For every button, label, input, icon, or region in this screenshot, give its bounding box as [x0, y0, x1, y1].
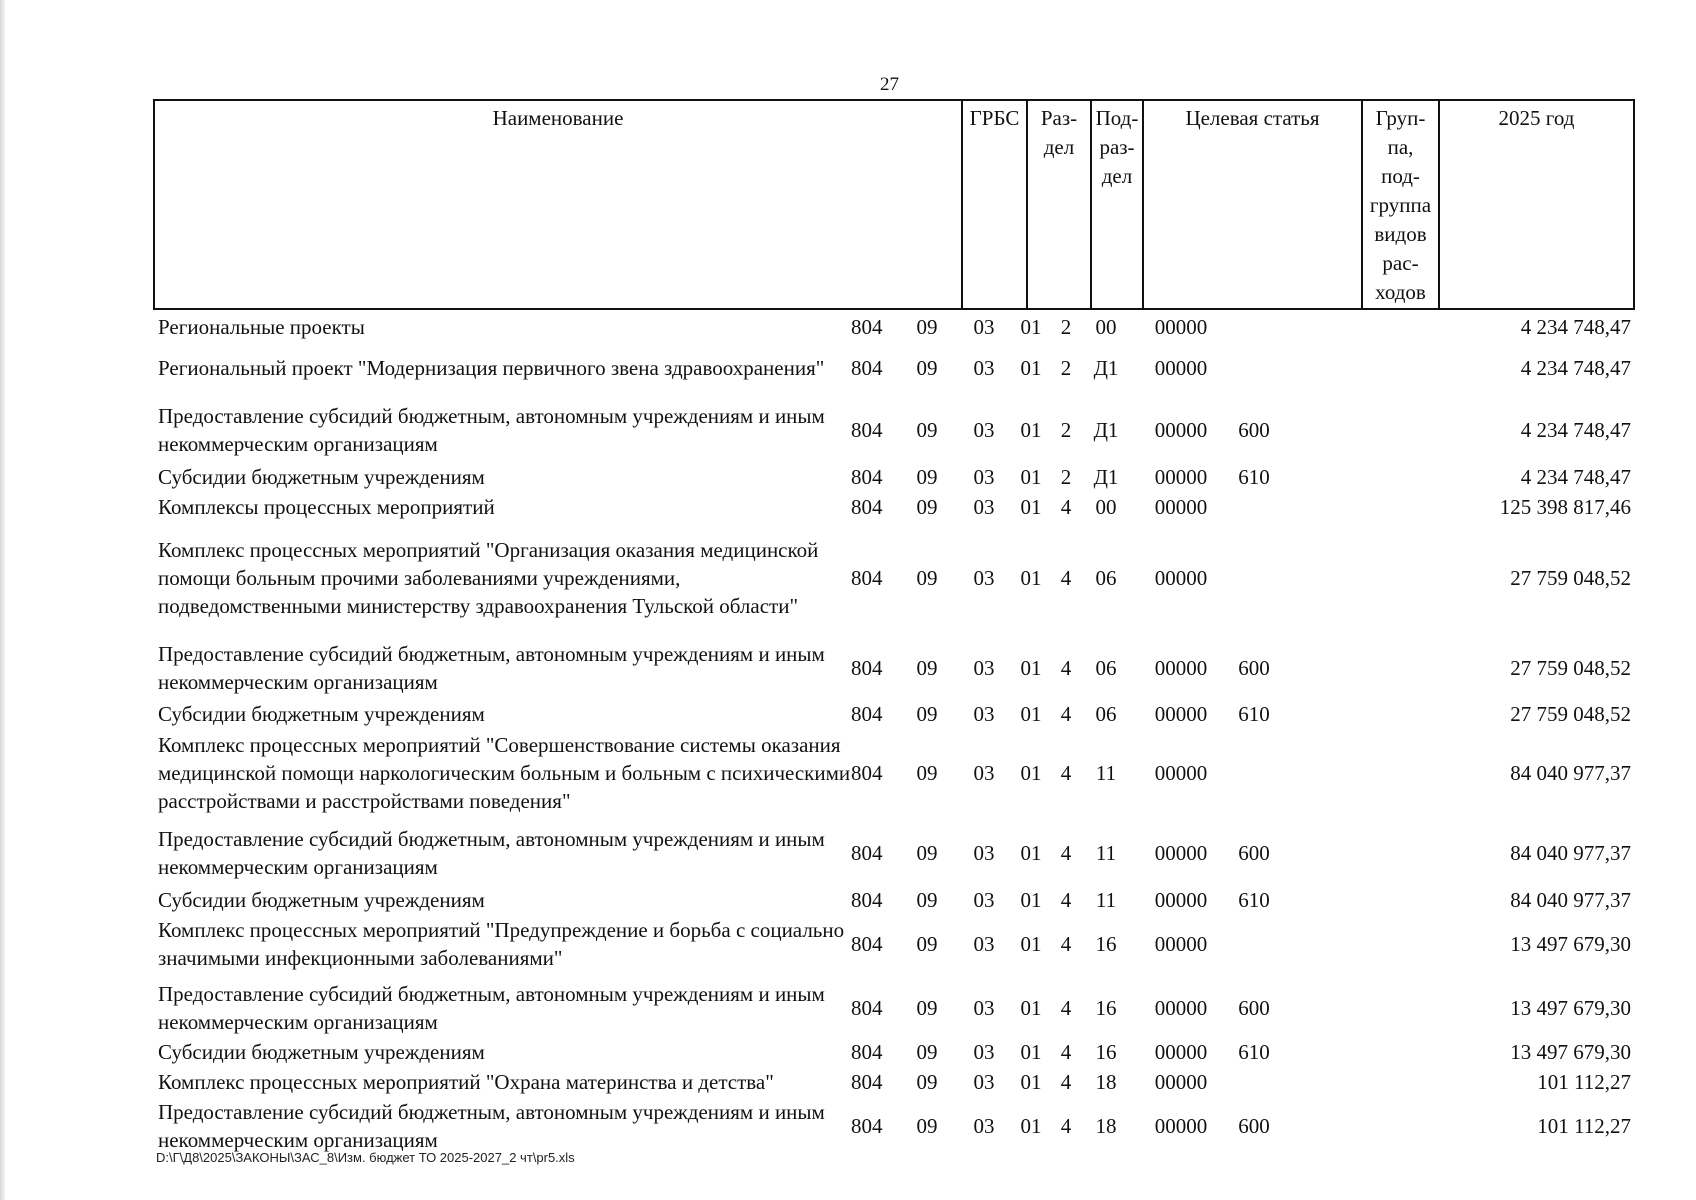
row-name: [158, 700, 948, 728]
cell-cs3: 11: [1095, 888, 1117, 912]
cell-pr: 03: [973, 996, 995, 1020]
cell-vr: 600: [1238, 418, 1270, 442]
cell-cs2: 4: [1060, 566, 1072, 590]
cell-cs3: 06: [1095, 702, 1117, 726]
cell-cs4: 00000: [1154, 1114, 1208, 1138]
cell-pr: 03: [973, 566, 995, 590]
cell-amount: 27 759 048,52: [1510, 702, 1631, 726]
table-row: [153, 886, 1635, 914]
cell-cs1: 01: [1020, 888, 1042, 912]
table-row: [153, 1068, 1635, 1096]
cell-cs4: 00000: [1154, 702, 1208, 726]
cell-rz: 09: [916, 418, 938, 442]
table-row: [153, 313, 1635, 341]
row-name-line: Предоставление субсидий бюджетным, автономным учреждениям и иным: [158, 642, 825, 666]
cell-grbs: 804: [851, 656, 883, 680]
row-name: [158, 640, 948, 696]
cell-cs1: 01: [1020, 566, 1042, 590]
cell-rz: 09: [916, 888, 938, 912]
cell-cs4: 00000: [1154, 888, 1208, 912]
row-name: [158, 916, 948, 972]
row-name-line: Предоставление субсидий бюджетным, автономным учреждениям и иным: [158, 827, 825, 851]
table-row: [153, 731, 1635, 815]
cell-rz: 09: [916, 1114, 938, 1138]
header-celevaya-statya: Целевая статья: [1142, 101, 1361, 308]
row-name-line: значимыми инфекционными заболеваниями": [158, 946, 563, 970]
cell-cs4: 00000: [1154, 495, 1208, 519]
cell-pr: 03: [973, 315, 995, 339]
cell-grbs: 804: [851, 702, 883, 726]
table-row: [153, 1098, 1635, 1154]
cell-vr: 600: [1238, 996, 1270, 1020]
cell-cs1: 01: [1020, 702, 1042, 726]
row-name-line: некоммерческим организациям: [158, 432, 438, 456]
header-year: 2025 год: [1438, 101, 1633, 308]
cell-cs2: 2: [1060, 315, 1072, 339]
cell-cs1: 01: [1020, 1040, 1042, 1064]
cell-pr: 03: [973, 702, 995, 726]
table-row: [153, 463, 1635, 491]
row-name-line: Субсидии бюджетным учреждениям: [158, 465, 485, 489]
header-gruppa-line: па,: [1387, 135, 1414, 159]
cell-cs2: 4: [1060, 932, 1072, 956]
cell-pr: 03: [973, 418, 995, 442]
cell-cs1: 01: [1020, 418, 1042, 442]
cell-cs4: 00000: [1154, 315, 1208, 339]
cell-grbs: 804: [851, 996, 883, 1020]
row-name-line: Региональный проект "Модернизация первичного звена здравоохранения": [158, 356, 825, 380]
cell-amount: 125 398 817,46: [1499, 495, 1631, 519]
cell-grbs: 804: [851, 888, 883, 912]
row-name-line: Субсидии бюджетным учреждениям: [158, 1040, 485, 1064]
row-name-line: Субсидии бюджетным учреждениям: [158, 888, 485, 912]
cell-grbs: 804: [851, 465, 883, 489]
row-name-line: Субсидии бюджетным учреждениям: [158, 702, 485, 726]
cell-cs1: 01: [1020, 841, 1042, 865]
cell-cs4: 00000: [1154, 1070, 1208, 1094]
cell-cs2: 4: [1060, 888, 1072, 912]
header-gruppa-line: Груп-: [1375, 106, 1426, 130]
cell-amount: 27 759 048,52: [1510, 656, 1631, 680]
cell-amount: 13 497 679,30: [1510, 932, 1631, 956]
cell-vr: 610: [1238, 1040, 1270, 1064]
header-podrazdel-line: Под-: [1095, 106, 1139, 130]
cell-pr: 03: [973, 465, 995, 489]
cell-rz: 09: [916, 465, 938, 489]
row-name-line: некоммерческим организациям: [158, 1010, 438, 1034]
cell-cs3: 06: [1095, 566, 1117, 590]
cell-cs1: 01: [1020, 1070, 1042, 1094]
row-name: [158, 354, 948, 382]
cell-pr: 03: [973, 1070, 995, 1094]
cell-cs4: 00000: [1154, 465, 1208, 489]
row-name: [158, 980, 948, 1036]
cell-pr: 03: [973, 888, 995, 912]
cell-cs4: 00000: [1154, 1040, 1208, 1064]
cell-cs3: 00: [1095, 495, 1117, 519]
cell-vr: 610: [1238, 465, 1270, 489]
table-row: [153, 916, 1635, 972]
row-name-line: Комплексы процессных мероприятий: [158, 495, 495, 519]
cell-grbs: 804: [851, 495, 883, 519]
row-name: [158, 886, 948, 914]
row-name-line: Предоставление субсидий бюджетным, автономным учреждениям и иным: [158, 982, 825, 1006]
cell-rz: 09: [916, 761, 938, 785]
row-name: [158, 463, 948, 491]
table-row: [153, 700, 1635, 728]
header-podrazdel-line: дел: [1101, 164, 1133, 188]
cell-cs4: 00000: [1154, 566, 1208, 590]
row-name-line: некоммерческим организациям: [158, 670, 438, 694]
cell-pr: 03: [973, 656, 995, 680]
cell-grbs: 804: [851, 1114, 883, 1138]
cell-cs1: 01: [1020, 656, 1042, 680]
cell-cs3: 11: [1095, 841, 1117, 865]
cell-vr: 610: [1238, 702, 1270, 726]
cell-amount: 101 112,27: [1537, 1070, 1631, 1094]
cell-cs2: 4: [1060, 656, 1072, 680]
file-path-footer: D:\Г\Д8\2025\ЗАКОНЫ\ЗАС_8\Изм. бюджет ТО 2025-2027_2 чт\pr5.xls: [156, 1150, 575, 1165]
cell-amount: 84 040 977,37: [1510, 841, 1631, 865]
cell-cs1: 01: [1020, 932, 1042, 956]
row-name: [158, 493, 948, 521]
row-name: [158, 402, 948, 458]
cell-rz: 09: [916, 1040, 938, 1064]
row-name-line: расстройствами и расстройствами поведения": [158, 789, 571, 813]
cell-cs4: 00000: [1154, 996, 1208, 1020]
cell-cs2: 4: [1060, 996, 1072, 1020]
cell-grbs: 804: [851, 841, 883, 865]
cell-cs3: Д1: [1093, 356, 1119, 380]
cell-pr: 03: [973, 495, 995, 519]
cell-cs4: 00000: [1154, 841, 1208, 865]
cell-rz: 09: [916, 702, 938, 726]
cell-cs1: 01: [1020, 996, 1042, 1020]
cell-cs1: 01: [1020, 495, 1042, 519]
cell-amount: 4 234 748,47: [1520, 418, 1631, 442]
cell-amount: 13 497 679,30: [1510, 1040, 1631, 1064]
cell-pr: 03: [973, 1040, 995, 1064]
cell-amount: 84 040 977,37: [1510, 761, 1631, 785]
cell-amount: 4 234 748,47: [1520, 356, 1631, 380]
cell-rz: 09: [916, 932, 938, 956]
cell-cs4: 00000: [1154, 356, 1208, 380]
header-gruppa-line: рас-: [1382, 251, 1419, 275]
cell-amount: 4 234 748,47: [1520, 315, 1631, 339]
table-header: [153, 99, 1635, 310]
cell-cs2: 2: [1060, 465, 1072, 489]
cell-amount: 101 112,27: [1537, 1114, 1631, 1138]
cell-rz: 09: [916, 656, 938, 680]
header-gruppa-line: видов: [1374, 222, 1427, 246]
header-gruppa: [1361, 101, 1438, 308]
cell-cs3: 00: [1095, 315, 1117, 339]
header-gruppa-line: под-: [1381, 164, 1420, 188]
cell-grbs: 804: [851, 932, 883, 956]
row-name-line: помощи больным прочими заболеваниями учреждениями,: [158, 566, 681, 590]
cell-cs2: 2: [1060, 356, 1072, 380]
cell-rz: 09: [916, 495, 938, 519]
cell-cs2: 2: [1060, 418, 1072, 442]
header-razdel: [1026, 101, 1090, 308]
table-row: [153, 402, 1635, 458]
cell-grbs: 804: [851, 1040, 883, 1064]
cell-cs3: 18: [1095, 1070, 1117, 1094]
row-name-line: Комплекс процессных мероприятий "Организация оказания медицинской: [158, 538, 819, 562]
cell-pr: 03: [973, 1114, 995, 1138]
row-name-line: Региональные проекты: [158, 315, 365, 339]
row-name: [158, 1098, 948, 1154]
header-podrazdel-line: раз-: [1099, 135, 1135, 159]
cell-grbs: 804: [851, 418, 883, 442]
table-row: [153, 1038, 1635, 1066]
cell-amount: 13 497 679,30: [1510, 996, 1631, 1020]
cell-vr: 610: [1238, 888, 1270, 912]
cell-grbs: 804: [851, 566, 883, 590]
row-name-line: Комплекс процессных мероприятий "Совершенствование системы оказания: [158, 733, 841, 757]
row-name-line: Предоставление субсидий бюджетным, автономным учреждениям и иным: [158, 1100, 825, 1124]
cell-amount: 27 759 048,52: [1510, 566, 1631, 590]
cell-pr: 03: [973, 761, 995, 785]
row-name-line: Комплекс процессных мероприятий "Охрана материнства и детства": [158, 1070, 774, 1094]
cell-pr: 03: [973, 932, 995, 956]
cell-grbs: 804: [851, 356, 883, 380]
cell-cs1: 01: [1020, 356, 1042, 380]
cell-cs3: 16: [1095, 1040, 1117, 1064]
row-name: [158, 1038, 948, 1066]
cell-vr: 600: [1238, 1114, 1270, 1138]
cell-cs4: 00000: [1154, 656, 1208, 680]
table-row: [153, 493, 1635, 521]
cell-pr: 03: [973, 841, 995, 865]
cell-cs1: 01: [1020, 315, 1042, 339]
page-number: 27: [880, 74, 899, 95]
cell-rz: 09: [916, 315, 938, 339]
cell-grbs: 804: [851, 1070, 883, 1094]
row-name-line: подведомственными министерству здравоохранения Тульской области": [158, 594, 799, 618]
header-razdel-line: Раз-: [1040, 106, 1078, 130]
table-row: [153, 825, 1635, 881]
cell-cs2: 4: [1060, 1040, 1072, 1064]
cell-cs3: 11: [1095, 761, 1117, 785]
row-name: [158, 1068, 948, 1096]
table-row: [153, 354, 1635, 382]
cell-cs2: 4: [1060, 495, 1072, 519]
row-name: [158, 825, 948, 881]
table-row: [153, 640, 1635, 696]
cell-rz: 09: [916, 841, 938, 865]
header-gruppa-line: ходов: [1375, 280, 1426, 304]
cell-amount: 84 040 977,37: [1510, 888, 1631, 912]
cell-vr: 600: [1238, 656, 1270, 680]
header-name: Наименование: [492, 106, 624, 130]
row-name-line: некоммерческим организациям: [158, 855, 438, 879]
cell-rz: 09: [916, 566, 938, 590]
row-name: [158, 536, 948, 620]
row-name-line: медицинской помощи наркологическим больным и больным с психическими: [158, 761, 851, 785]
cell-grbs: 804: [851, 761, 883, 785]
cell-cs3: 06: [1095, 656, 1117, 680]
cell-cs3: 16: [1095, 932, 1117, 956]
cell-cs4: 00000: [1154, 932, 1208, 956]
table-row: [153, 980, 1635, 1036]
row-name-line: Предоставление субсидий бюджетным, автономным учреждениям и иным: [158, 404, 825, 428]
cell-amount: 4 234 748,47: [1520, 465, 1631, 489]
cell-cs2: 4: [1060, 702, 1072, 726]
cell-rz: 09: [916, 356, 938, 380]
cell-cs3: Д1: [1093, 418, 1119, 442]
cell-cs1: 01: [1020, 465, 1042, 489]
row-name-line: некоммерческим организациям: [158, 1128, 438, 1152]
cell-pr: 03: [973, 356, 995, 380]
header-podrazdel: [1090, 101, 1142, 308]
header-gruppa-line: группа: [1369, 193, 1432, 217]
cell-cs3: 18: [1095, 1114, 1117, 1138]
row-name-line: Комплекс процессных мероприятий "Предупреждение и борьба с социально: [158, 918, 845, 942]
cell-vr: 600: [1238, 841, 1270, 865]
header-grbs: ГРБС: [961, 101, 1026, 308]
row-name: [158, 731, 948, 815]
cell-cs1: 01: [1020, 1114, 1042, 1138]
cell-cs1: 01: [1020, 761, 1042, 785]
cell-rz: 09: [916, 1070, 938, 1094]
cell-cs2: 4: [1060, 1070, 1072, 1094]
table-row: [153, 536, 1635, 620]
cell-cs2: 4: [1060, 761, 1072, 785]
cell-cs4: 00000: [1154, 418, 1208, 442]
cell-cs3: Д1: [1093, 465, 1119, 489]
scan-left-edge: [0, 0, 5, 1200]
header-razdel-line: дел: [1043, 135, 1075, 159]
cell-cs4: 00000: [1154, 761, 1208, 785]
row-name: [158, 313, 948, 341]
cell-grbs: 804: [851, 315, 883, 339]
cell-cs3: 16: [1095, 996, 1117, 1020]
cell-cs2: 4: [1060, 1114, 1072, 1138]
cell-cs2: 4: [1060, 841, 1072, 865]
cell-rz: 09: [916, 996, 938, 1020]
